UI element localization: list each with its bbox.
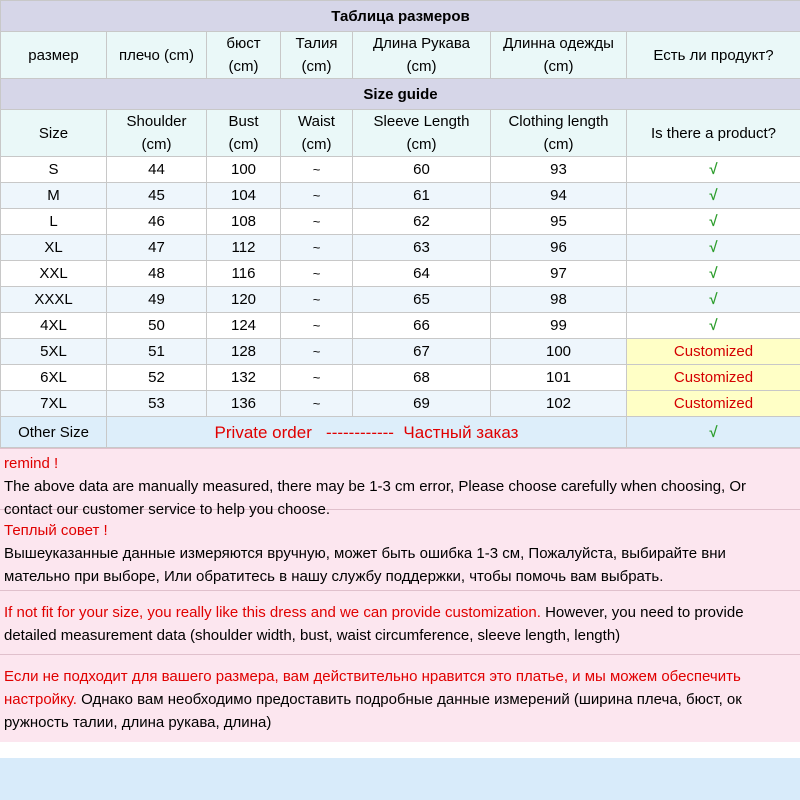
cell-bust: 132	[207, 365, 281, 391]
cell-sleeve: 61	[353, 183, 491, 209]
cell-length: 100	[491, 339, 627, 365]
cell-shoulder: 50	[107, 313, 207, 339]
table-row	[1, 313, 800, 339]
table-row	[1, 339, 800, 365]
cell-bust: 100	[207, 157, 281, 183]
cell-length: 94	[491, 183, 627, 209]
cell-size: 5XL	[1, 339, 107, 365]
cell-shoulder: 45	[107, 183, 207, 209]
table-row	[1, 391, 800, 417]
footer-band	[0, 758, 800, 800]
other-size-label: Other Size	[1, 417, 107, 448]
warm-advice-text: Вышеуказанные данные измеряются вручную, может быть ошибка 1-3 см, Пожалуйста, выбирайте вни мательно при выборе, Или обратитесь в нашу службу поддержки, чтобы помочь вам выбрать.	[4, 545, 726, 585]
customization-offer-ru: Если не подходит для вашего размера, вам действительно нравится это платье, и мы можем обеспечить настройку.	[4, 668, 741, 708]
cell-sleeve: 67	[353, 339, 491, 365]
check-mark-icon: √	[627, 287, 800, 313]
cell-waist: ~	[281, 365, 353, 391]
cell-sleeve: 65	[353, 287, 491, 313]
cell-size: XL	[1, 235, 107, 261]
ru-header-3: Талия (cm)	[281, 32, 353, 79]
cell-shoulder: 48	[107, 261, 207, 287]
ru-header-6: Есть ли продукт?	[627, 32, 800, 79]
cell-size: L	[1, 209, 107, 235]
cell-waist: ~	[281, 157, 353, 183]
customization-request-en: However, you need to provide detailed measurement data (shoulder width, bust, waist circumference, sleeve length, length)	[4, 604, 744, 644]
warm-advice-note	[0, 509, 800, 590]
cell-shoulder: 44	[107, 157, 207, 183]
en-header-0: Size	[1, 110, 107, 157]
remind-title: remind !	[4, 455, 59, 472]
cell-status: Customized	[627, 339, 800, 365]
private-order-text: Private order ------------ Частный заказ	[107, 417, 627, 448]
en-header-6: Is there a product?	[627, 110, 800, 157]
cell-size: XXL	[1, 261, 107, 287]
cell-status: Customized	[627, 391, 800, 417]
ru-header-1: плечо (cm)	[107, 32, 207, 79]
cell-waist: ~	[281, 209, 353, 235]
cell-bust: 112	[207, 235, 281, 261]
cell-size: 4XL	[1, 313, 107, 339]
table-row	[1, 261, 800, 287]
cell-shoulder: 49	[107, 287, 207, 313]
table-row	[1, 157, 800, 183]
cell-sleeve: 64	[353, 261, 491, 287]
ru-header-5: Длинна одежды (cm)	[491, 32, 627, 79]
cell-shoulder: 51	[107, 339, 207, 365]
cell-bust: 136	[207, 391, 281, 417]
table-row	[1, 209, 800, 235]
cell-waist: ~	[281, 339, 353, 365]
cell-bust: 120	[207, 287, 281, 313]
other-size-row	[1, 417, 800, 448]
cell-shoulder: 52	[107, 365, 207, 391]
cell-status: Customized	[627, 365, 800, 391]
en-header-4: Sleeve Length (cm)	[353, 110, 491, 157]
cell-length: 101	[491, 365, 627, 391]
check-mark-icon: √	[627, 157, 800, 183]
en-header-1: Shoulder (cm)	[107, 110, 207, 157]
cell-length: 96	[491, 235, 627, 261]
cell-waist: ~	[281, 261, 353, 287]
cell-sleeve: 62	[353, 209, 491, 235]
cell-length: 98	[491, 287, 627, 313]
cell-bust: 108	[207, 209, 281, 235]
customization-note-russian	[0, 654, 800, 742]
cell-bust: 124	[207, 313, 281, 339]
ru-header-2: бюст (cm)	[207, 32, 281, 79]
cell-shoulder: 46	[107, 209, 207, 235]
title-russian: Таблица размеров	[1, 1, 800, 32]
cell-bust: 128	[207, 339, 281, 365]
title-english: Size guide	[1, 79, 800, 110]
table-row	[1, 287, 800, 313]
cell-shoulder: 53	[107, 391, 207, 417]
en-header-3: Waist (cm)	[281, 110, 353, 157]
header-row-english	[1, 110, 800, 157]
cell-sleeve: 63	[353, 235, 491, 261]
cell-size: XXXL	[1, 287, 107, 313]
customization-offer-en: If not fit for your size, you really like this dress and we can provide customization.	[4, 604, 541, 621]
cell-waist: ~	[281, 313, 353, 339]
table-row	[1, 183, 800, 209]
cell-length: 93	[491, 157, 627, 183]
cell-waist: ~	[281, 287, 353, 313]
check-mark-icon: √	[627, 417, 800, 448]
cell-length: 102	[491, 391, 627, 417]
check-mark-icon: √	[627, 313, 800, 339]
cell-bust: 104	[207, 183, 281, 209]
cell-sleeve: 69	[353, 391, 491, 417]
check-mark-icon: √	[627, 183, 800, 209]
ru-header-0: размер	[1, 32, 107, 79]
cell-size: 6XL	[1, 365, 107, 391]
cell-waist: ~	[281, 235, 353, 261]
cell-shoulder: 47	[107, 235, 207, 261]
cell-size: S	[1, 157, 107, 183]
customization-request-ru: Однако вам необходимо предоставить подробные данные измерений (ширина плеча, бюст, ок ружность талии, длина рукава, длина)	[4, 691, 742, 731]
header-row-russian	[1, 32, 800, 79]
customization-note-english	[0, 590, 800, 654]
cell-size: M	[1, 183, 107, 209]
cell-bust: 116	[207, 261, 281, 287]
table-row	[1, 365, 800, 391]
cell-waist: ~	[281, 391, 353, 417]
warm-advice-title: Теплый совет !	[4, 522, 108, 539]
cell-length: 97	[491, 261, 627, 287]
en-header-2: Bust (cm)	[207, 110, 281, 157]
cell-length: 95	[491, 209, 627, 235]
check-mark-icon: √	[627, 209, 800, 235]
table-row	[1, 235, 800, 261]
check-mark-icon: √	[627, 235, 800, 261]
cell-sleeve: 66	[353, 313, 491, 339]
en-header-5: Clothing length (cm)	[491, 110, 627, 157]
cell-sleeve: 68	[353, 365, 491, 391]
cell-size: 7XL	[1, 391, 107, 417]
remind-text: The above data are manually measured, there may be 1-3 cm error, Please choose carefully when choosing, Or contact our customer service to help you choose.	[4, 478, 747, 518]
remind-note	[0, 448, 800, 518]
cell-sleeve: 60	[353, 157, 491, 183]
check-mark-icon: √	[627, 261, 800, 287]
ru-header-4: Длина Рукава (cm)	[353, 32, 491, 79]
cell-waist: ~	[281, 183, 353, 209]
cell-length: 99	[491, 313, 627, 339]
